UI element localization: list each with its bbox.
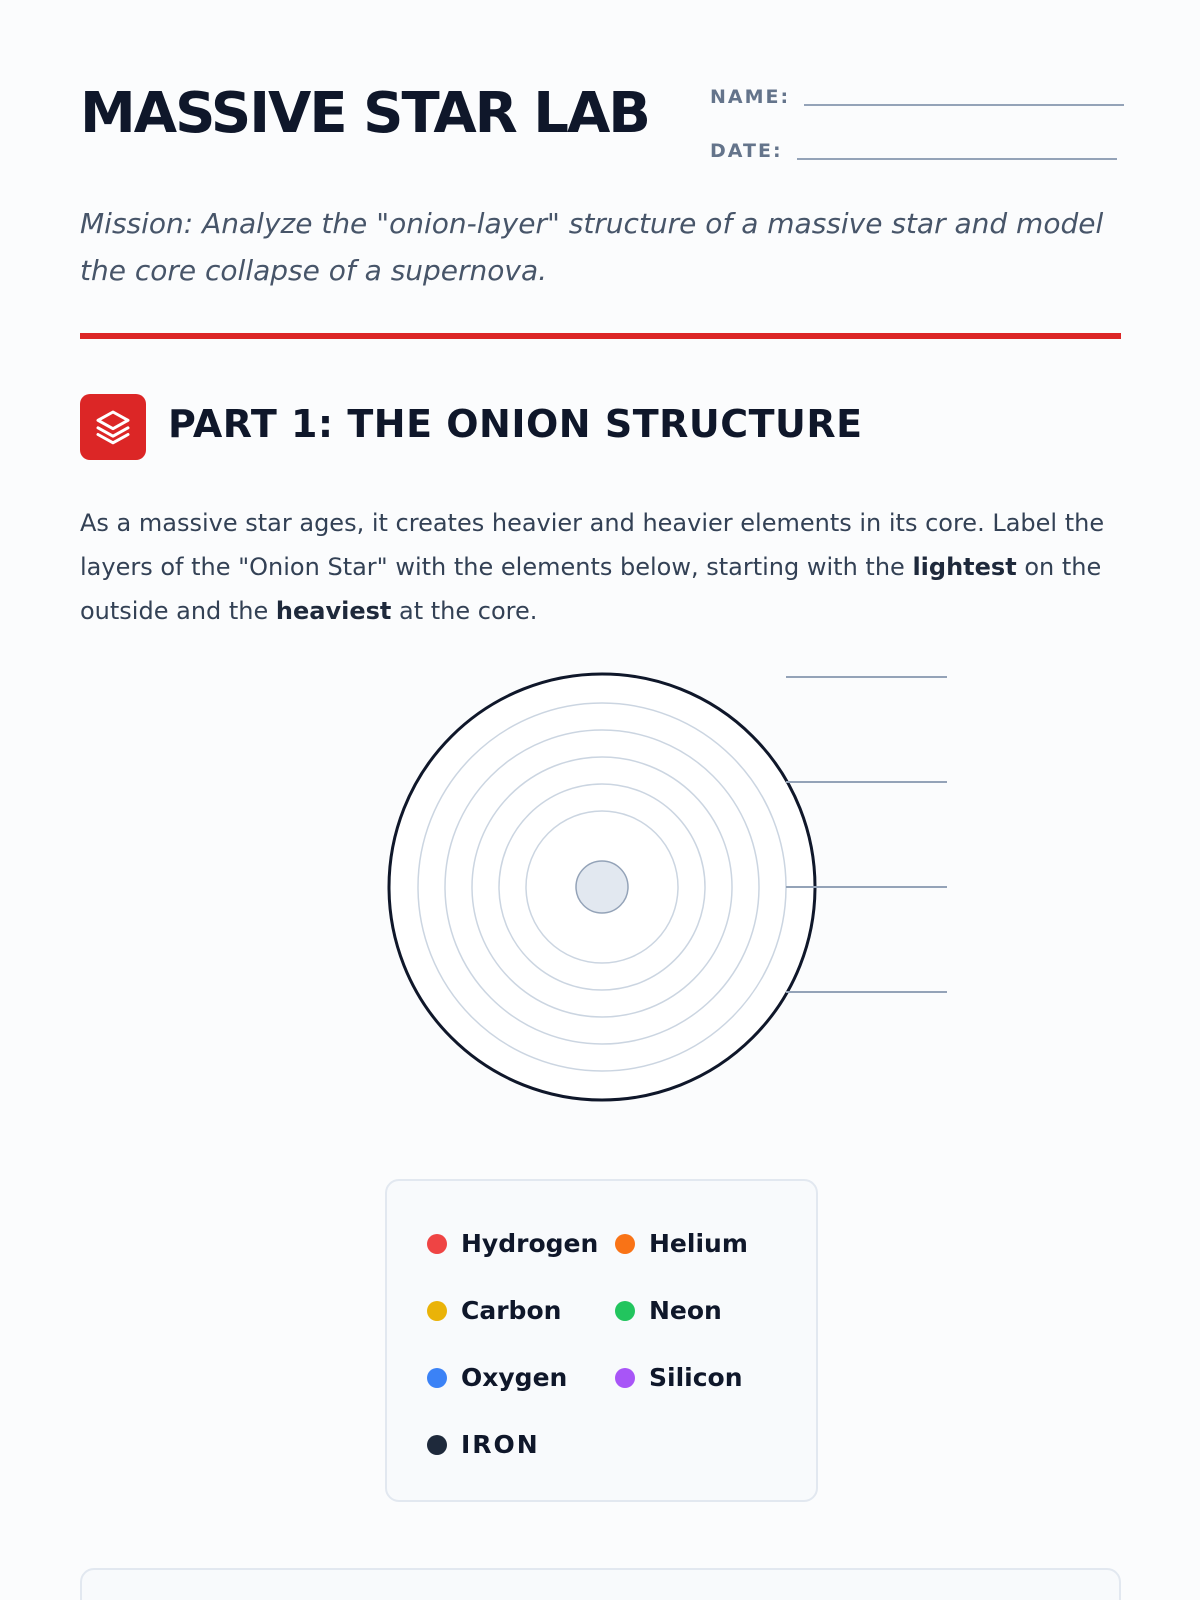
instructions-text-2: on the outside and the bbox=[80, 553, 1102, 625]
legend-item-oxygen[interactable] bbox=[427, 1363, 567, 1392]
legend-item-hydrogen[interactable] bbox=[427, 1229, 598, 1258]
oxygen-color-dot bbox=[427, 1368, 447, 1388]
instructions-text-3: at the core. bbox=[391, 597, 538, 625]
legend-item-helium[interactable] bbox=[615, 1229, 748, 1258]
instructions-text-1: As a massive star ages, it creates heavier and heavier elements in its core. Label the layers of the "Onion Star" with the elements below, starting with the bbox=[80, 509, 1105, 581]
legend-label: Silicon bbox=[649, 1363, 743, 1392]
name-blank-line[interactable] bbox=[804, 104, 1124, 106]
instructions-bold-lightest: lightest bbox=[912, 553, 1017, 581]
name-field[interactable] bbox=[710, 86, 1124, 108]
layers-icon bbox=[80, 394, 146, 460]
legend-label: IRON bbox=[461, 1430, 540, 1459]
neon-color-dot bbox=[615, 1301, 635, 1321]
page-title: MASSIVE STAR LAB bbox=[80, 81, 649, 146]
carbon-color-dot bbox=[427, 1301, 447, 1321]
section-divider bbox=[80, 333, 1121, 339]
date-blank-line[interactable] bbox=[797, 158, 1117, 160]
element-legend bbox=[385, 1179, 818, 1502]
date-field[interactable] bbox=[710, 140, 1117, 162]
next-section-card bbox=[80, 1568, 1121, 1600]
mission-statement: Mission: Analyze the "onion-layer" structure of a massive star and model the core collapse of a supernova. bbox=[80, 207, 1104, 287]
legend-label: Helium bbox=[649, 1229, 748, 1258]
legend-item-neon[interactable] bbox=[615, 1296, 722, 1325]
part-1-title: PART 1: THE ONION STRUCTURE bbox=[168, 402, 863, 446]
silicon-color-dot bbox=[615, 1368, 635, 1388]
instructions-bold-heaviest: heaviest bbox=[275, 597, 392, 625]
legend-item-carbon[interactable] bbox=[427, 1296, 561, 1325]
iron-color-dot bbox=[427, 1435, 447, 1455]
legend-item-silicon[interactable] bbox=[615, 1363, 743, 1392]
part-1-instructions bbox=[80, 501, 1125, 633]
date-label: DATE: bbox=[710, 140, 783, 162]
legend-item-iron[interactable] bbox=[427, 1430, 540, 1459]
name-label: NAME: bbox=[710, 86, 791, 108]
legend-label: Hydrogen bbox=[461, 1229, 599, 1258]
hydrogen-color-dot bbox=[427, 1234, 447, 1254]
legend-label: Oxygen bbox=[461, 1363, 568, 1392]
legend-label: Neon bbox=[649, 1296, 722, 1325]
onion-star-diagram bbox=[370, 655, 950, 1105]
legend-label: Carbon bbox=[461, 1296, 562, 1325]
star-core bbox=[576, 861, 628, 913]
helium-color-dot bbox=[615, 1234, 635, 1254]
